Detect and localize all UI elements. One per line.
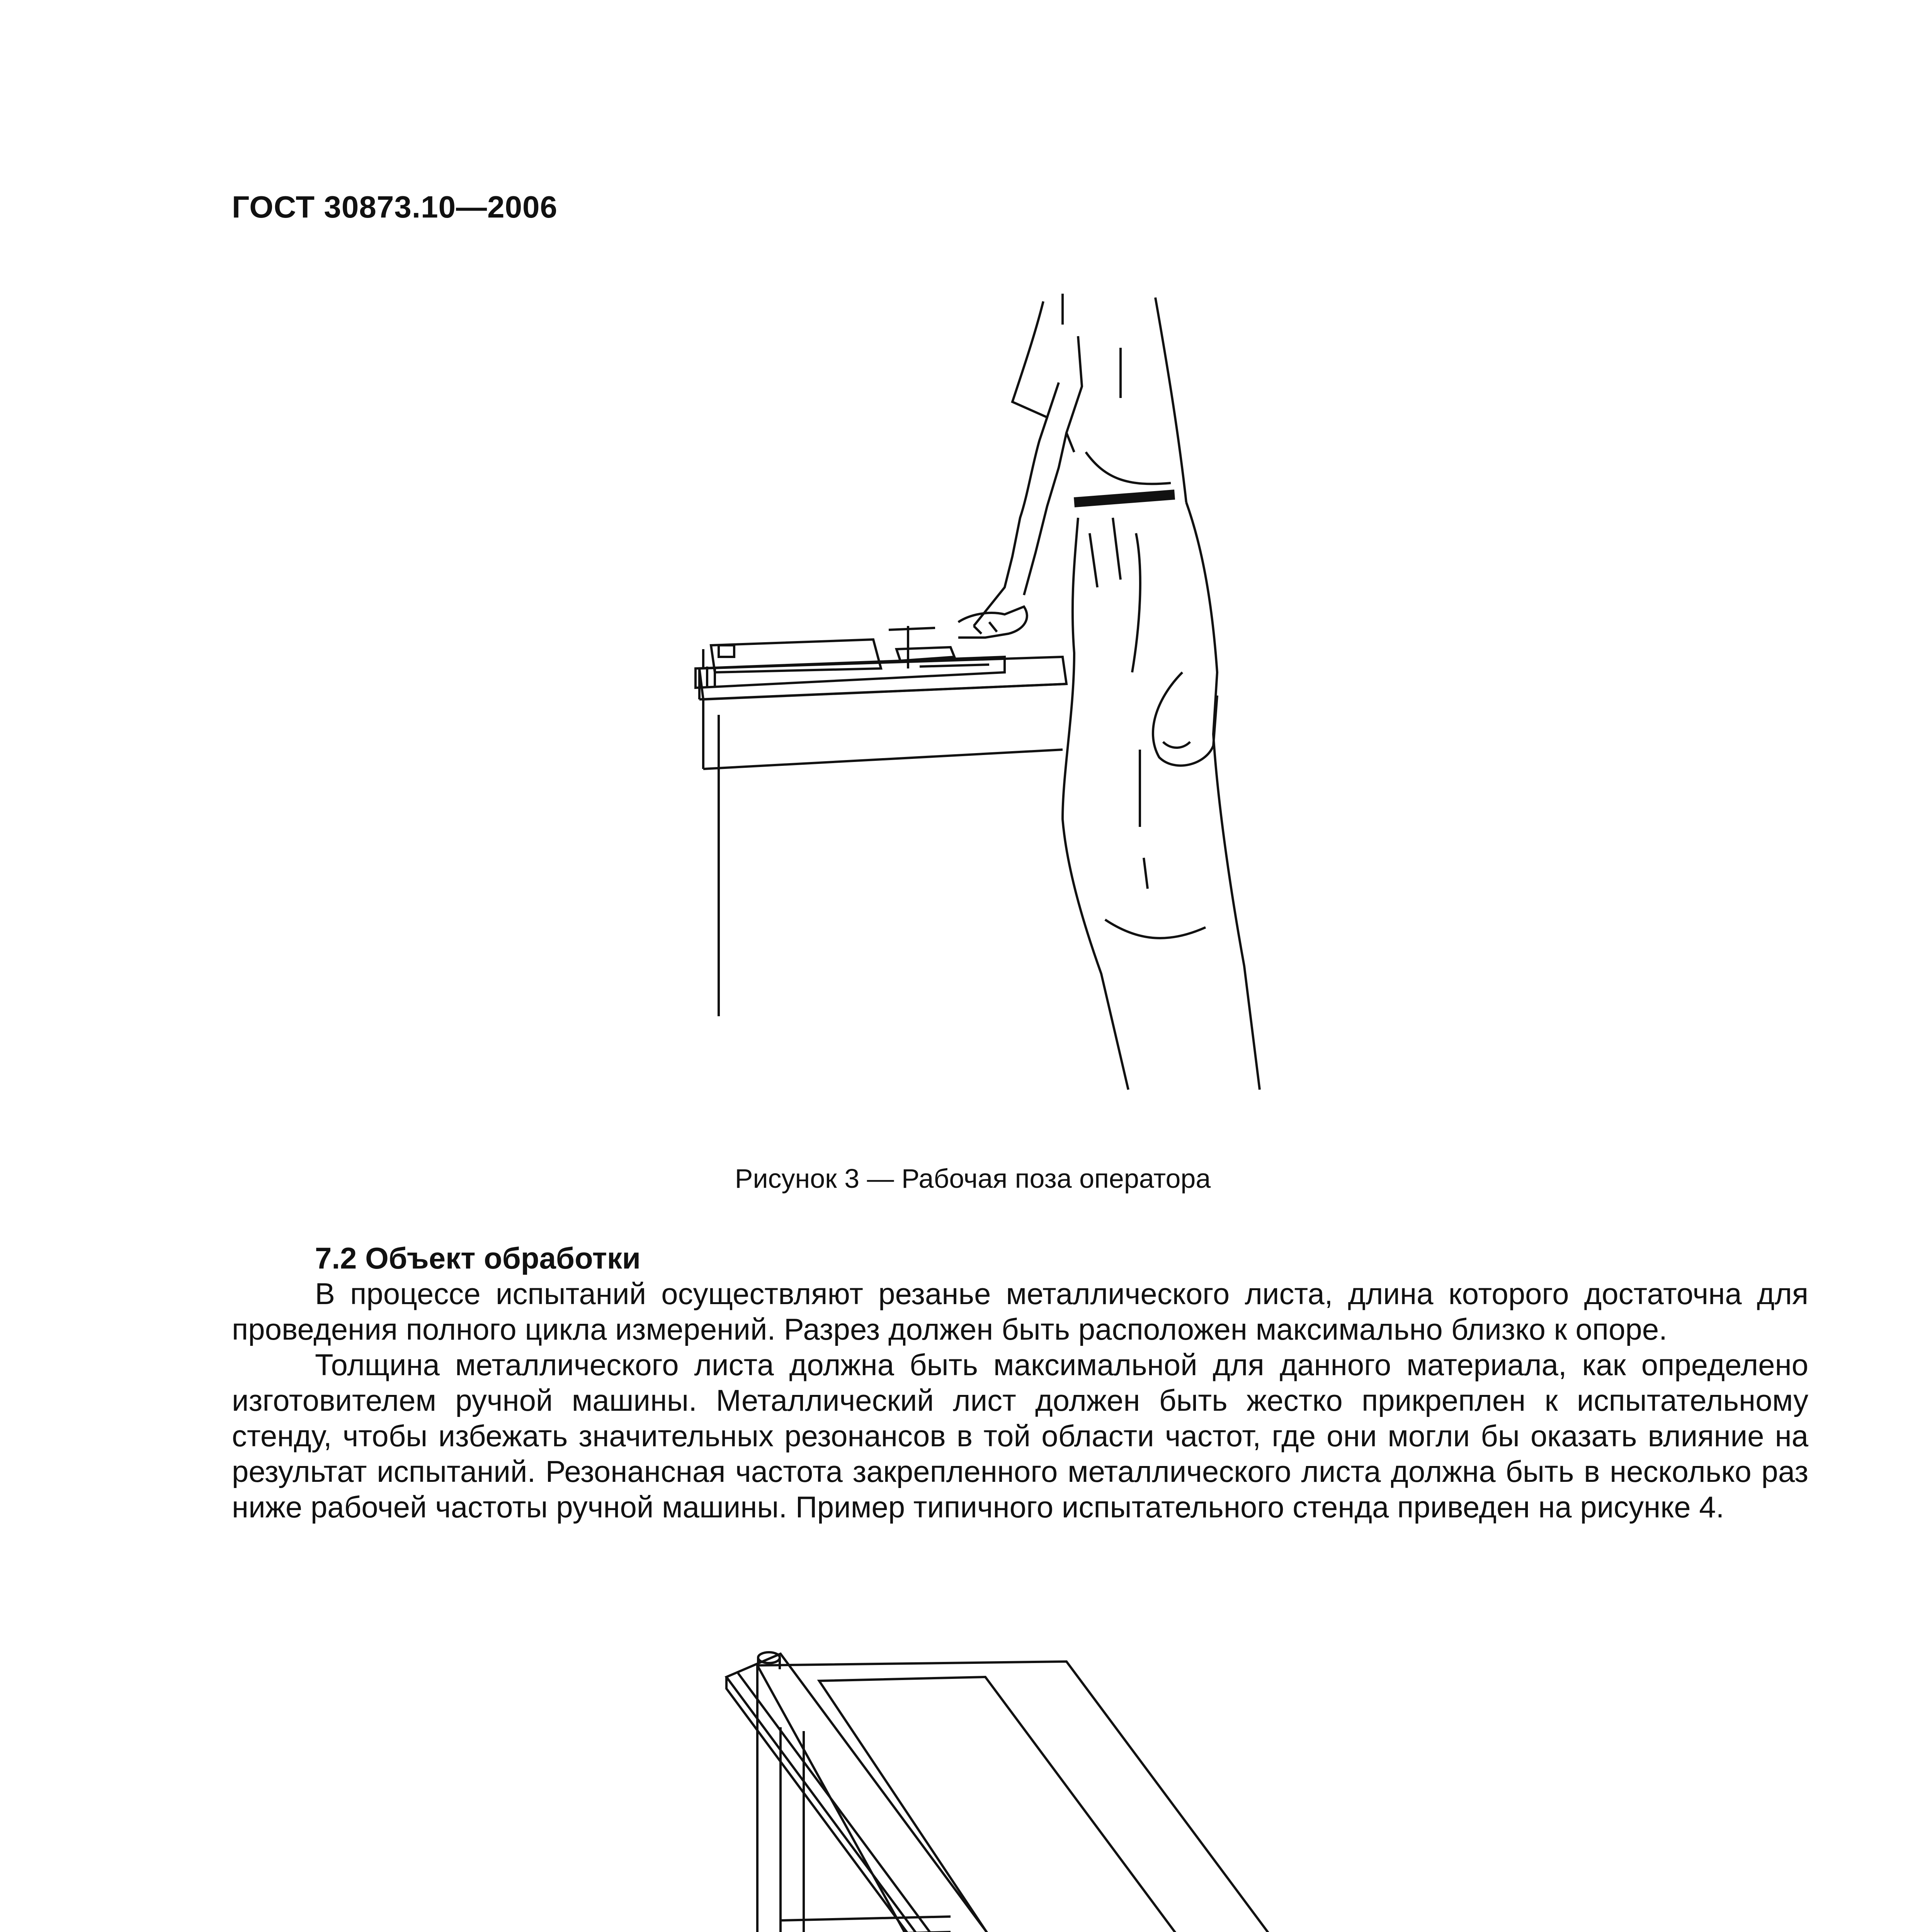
section-paragraph-1: В процессе испытаний осуществляют резанье металлического листа, длина которого достаточна для проведения полного цикла измерений. Разрез должен быть расположен максимально близко к опоре. — [232, 1277, 1808, 1346]
metal-sheet — [819, 1677, 1198, 1932]
test-stand-drawing — [703, 1631, 1399, 1932]
section-7-2 — [232, 1240, 1808, 1525]
figure-4-illustration — [703, 1631, 1399, 1932]
work-table — [696, 626, 1066, 1016]
figure-3-caption: Рисунок 3 — Рабочая поза оператора — [735, 1163, 1211, 1194]
section-heading: 7.2 Объект обработки — [315, 1241, 641, 1275]
figure-3-illustration — [657, 286, 1391, 1128]
operator-drawing — [657, 286, 1391, 1128]
operator-figure — [958, 294, 1260, 1090]
table-top — [757, 1662, 1314, 1932]
clamp-rail — [726, 1652, 1012, 1932]
section-paragraph-2: Толщина металлического листа должна быть максимальной для данного материала, как определено изготовителем ручной машины. Металлический лист должен быть жестко прикреплен к испытательному стенду, чтобы избежать значительных резонансов в той области частот, где они могли бы оказать влияние на результат испытаний. Резонансная частота закрепленного металлического листа должна быть в несколько раз ниже рабочей частоты ручной машины. Пример типичного испытательного стенда приведен на рисунке 4. — [232, 1348, 1808, 1524]
document-header: ГОСТ 30873.10—2006 — [232, 190, 558, 224]
